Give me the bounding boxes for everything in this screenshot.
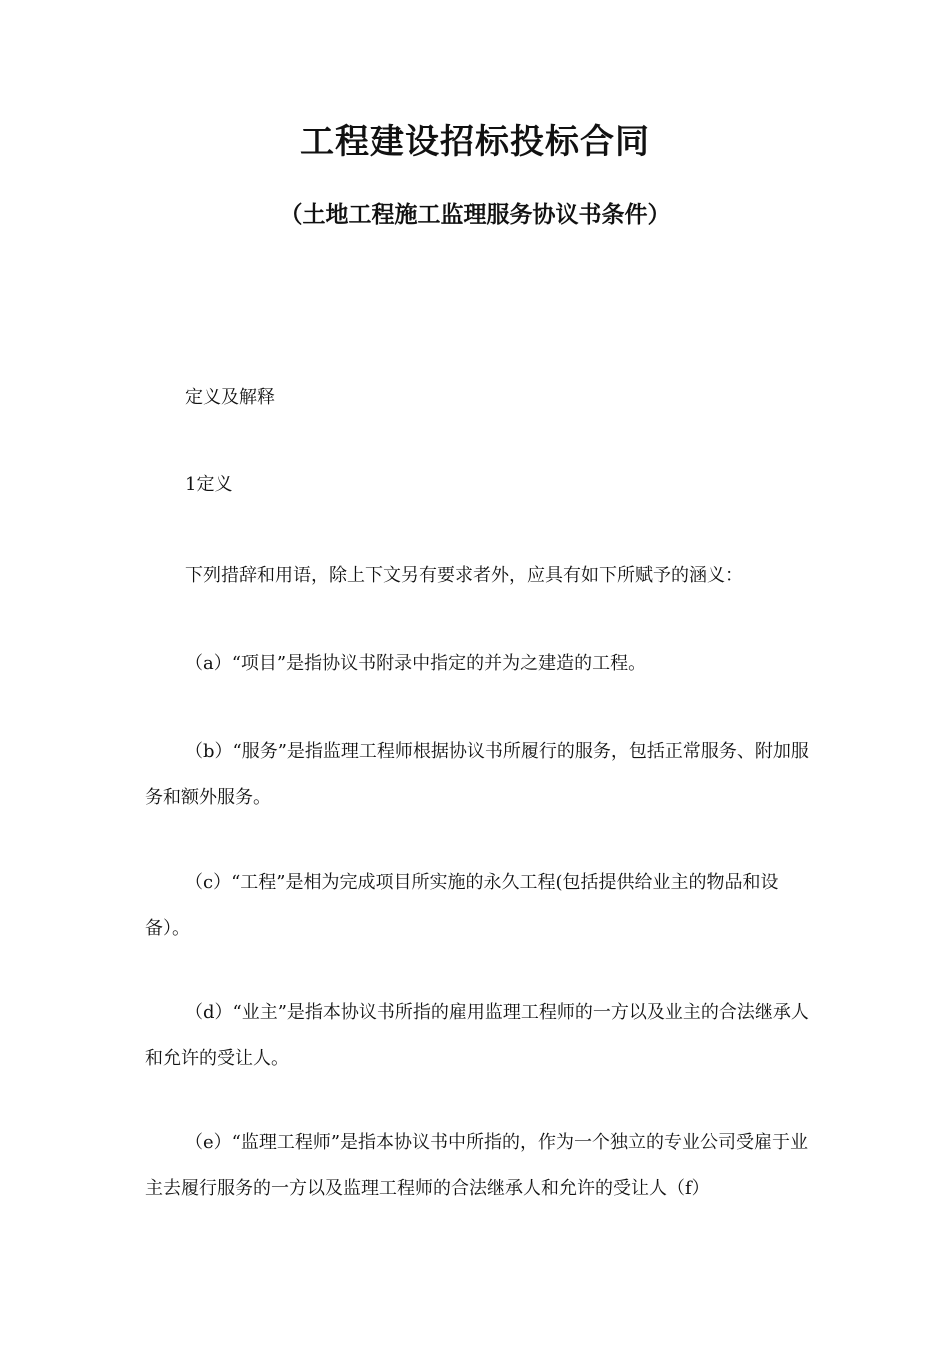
section-heading: 定义及解释	[185, 387, 275, 408]
document-title: 工程建设招标投标合同	[300, 122, 650, 162]
definition-d: （d）“业主”是指本协议书所指的雇用监理工程师的一方以及业主的合法继承人和允许的受让人。	[145, 1002, 809, 1069]
definition-c: （c）“工程”是相为完成项目所实施的永久工程(包括提供给业主的物品和设备）。	[145, 872, 779, 939]
definition-e: （e）“监理工程师”是指本协议书中所指的，作为一个独立的专业公司受雇于业主去履行服务的一方以及监理工程师的合法继承人和允许的受让人（f）	[145, 1132, 809, 1199]
definition-b: （b）“服务”是指监理工程师根据协议书所履行的服务，包括正常服务、附加服务和额外服务。	[145, 741, 809, 808]
definition-a: （a）“项目”是指协议书附录中指定的并为之建造的工程。	[185, 653, 647, 674]
document-subtitle: （土地工程施工监理服务协议书条件）	[279, 201, 671, 228]
clause-heading: 1定义	[185, 474, 233, 495]
paragraph-intro: 下列措辞和用语，除上下文另有要求者外，应具有如下所赋予的涵义：	[185, 565, 743, 586]
